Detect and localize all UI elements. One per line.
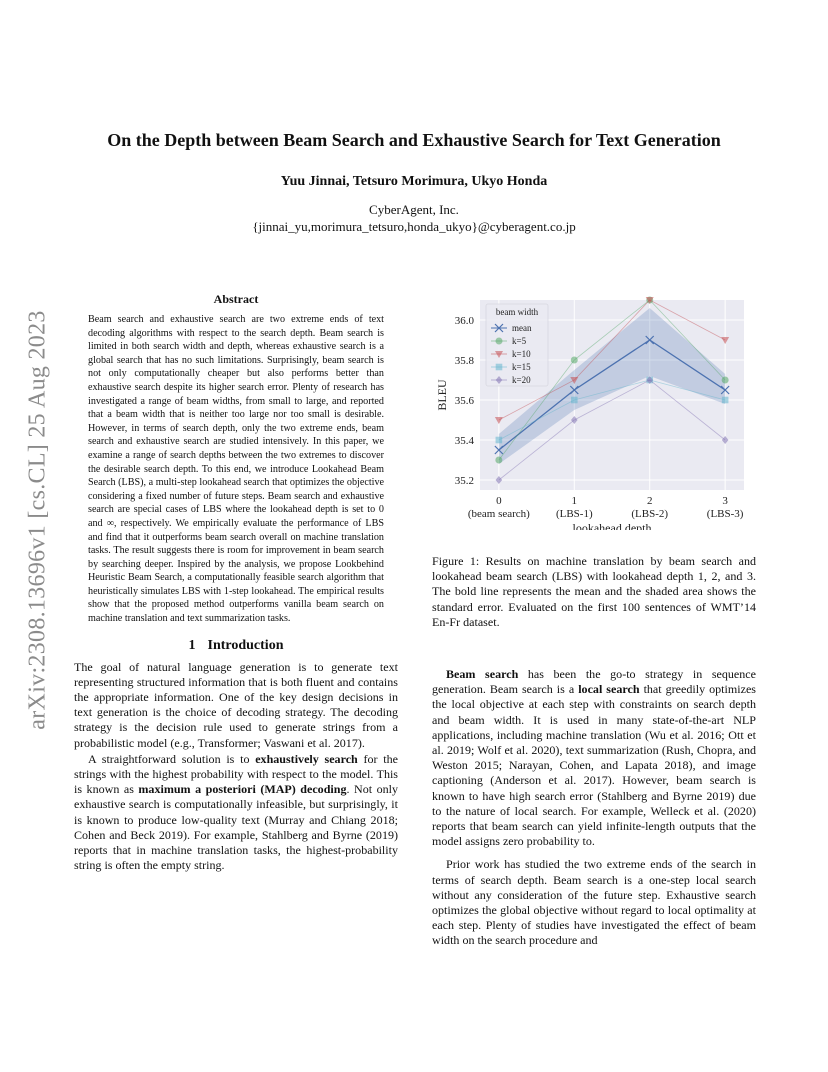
legend-label: k=15 (512, 362, 531, 372)
data-point-k15 (722, 397, 729, 404)
emphasis-map-decoding: maximum a posteriori (MAP) decoding (138, 782, 347, 797)
legend-marker (496, 338, 503, 345)
left-column (74, 292, 398, 874)
x-tick-label: (LBS-1) (555, 508, 593, 520)
data-point-k5 (495, 457, 502, 464)
arxiv-identifier (8, 280, 68, 760)
section-heading-introduction (74, 638, 398, 654)
author-email: {jinnai_yu,morimura_tetsuro,honda_ukyo}@cyberagent.co.jp (252, 219, 576, 234)
intro-paragraph-2 (74, 752, 398, 874)
paper-title: On the Depth between Beam Search and Exhaustive Search for Text Generation (107, 130, 721, 150)
text-run: . Not only exhaustive search is computationally infeasible, but surprisingly, it is known to produce low-quality text (Murray and Chiang 2018; Cohen and Beck 2019). For example, Stahlberg and Byrne (2019) reports that in machine translation tasks, the highest-probability string is often the empty string. (74, 782, 398, 873)
affiliation-block (60, 201, 768, 235)
bleu-line-chart (432, 290, 756, 530)
abstract-heading: Abstract (213, 292, 259, 306)
y-axis-label: BLEU (435, 379, 449, 411)
x-tick-label: (LBS-3) (706, 508, 744, 520)
legend-label: k=20 (512, 375, 531, 385)
section-number: 1 (188, 637, 196, 653)
legend-title: beam width (495, 307, 539, 317)
paper-authors: Yuu Jinnai, Tetsuro Morimura, Ukyo Honda (280, 174, 548, 189)
right-paragraph-1 (432, 667, 756, 849)
x-tick-label: 0 (496, 495, 502, 507)
right-column (432, 290, 756, 630)
legend-marker (496, 364, 503, 371)
arxiv-identifier-text: arXiv:2308.13696v1 [cs.CL] 25 Aug 2023 (24, 310, 51, 730)
data-point-k15 (496, 437, 503, 444)
legend-label: k=5 (512, 336, 527, 346)
y-tick-label: 35.4 (454, 435, 474, 447)
text-run: that greedily optimizes the local objective at each step with constraints on search depth and beam width. It is used in many state-of-the-art NLP applications, including machine translation (Wu et al. 2016; Ott et al. 2019; Wolf et al. 2020), text summarization (Rush, Chopra, and Weston 2015; Narayan, Cohen, and Lapata 2018), and image captioning (Anderson et al. 2017). However, beam search is known to have high search error (Stahlberg and Byrne 2019) due to the nature of local search. For example, Welleck et al. (2020) reports that beam search can yield infinite-length outputs that the model assigns zero probability to. (432, 682, 756, 849)
data-point-k5 (571, 357, 578, 364)
y-tick-label: 35.2 (454, 475, 474, 487)
data-point-k15 (571, 397, 578, 404)
x-tick-label: (beam search) (467, 508, 530, 520)
x-axis-label: lookahead depth (572, 521, 652, 530)
y-tick-label: 35.6 (454, 395, 474, 407)
section-title-text: Introduction (207, 637, 284, 653)
y-tick-label: 35.8 (454, 355, 474, 367)
text-run: A straightforward solution is to (88, 751, 256, 766)
x-tick-label: (LBS-2) (631, 508, 669, 520)
figure-1 (432, 290, 756, 530)
x-tick-label: 2 (646, 495, 653, 507)
right-column-body (432, 667, 756, 949)
x-tick-label: 3 (722, 495, 728, 507)
text-run: has been the go-to strategy in sequence generation. Beam search is a (432, 667, 756, 697)
data-point-k5 (722, 377, 729, 384)
abstract-text: Beam search and exhaustive search are two extreme ends of text decoding algorithms with respect to the search depth. Beam search is limited in both search width and depth, whereas exhaustive search is a global search that has no such limitations. Surprisingly, beam search is not only computationally cheaper but also performs better than exhaustive search despite its higher search error. Plenty of research has investigated a range of beam widths, from small to large, and reported that a beam width that is neither too large nor too small is desirable. However, in terms of search depth, only the two extreme ends, beam search and exhaustive search are studied intensively. In this paper, we examine a range of search depths between the two extremes to discover the desirable search depth. To this end, we introduce Lookahead Beam Search (LBS), a multi-step lookahead search that optimizes the objective considering a fixed number of future steps. Beam search and exhaustive search are special cases of LBS where the lookahead depth is set to 0 and ∞, respectively. We empirically evaluate the performance of LBS and find that it outperforms beam search overall on machine translation tasks. The result suggests there is room for improvement in beam search by searching deeper. Inspired by the analysis, we propose Lookbehind Heuristic Beam Search, a computationally feasible search algorithm that heuristically simulates LBS with 1-step lookahead. The empirical results show that the proposed method outperforms vanilla beam search on machine translation and text summarization tasks. (88, 314, 384, 625)
text-run: for the strings with the highest probability with respect to the model. This is known as (74, 751, 398, 797)
legend-label: mean (512, 323, 532, 333)
emphasis-beam-search: Beam search (446, 667, 519, 681)
y-tick-label: 36.0 (454, 315, 474, 327)
emphasis-local-search: local search (578, 682, 640, 697)
emphasis-exhaustive-search: exhaustively search (255, 751, 358, 766)
figure-caption: Figure 1: Results on machine translation by beam search and lookahead beam search (LBS) with lookahead depth 1, 2, and 3. The bold line represents the mean and the shaded area shows the standard error. Evaluated on the first 100 sentences of WMT’14 En-Fr dataset. (432, 554, 756, 629)
right-paragraph-2: Prior work has studied the two extreme ends of the search in terms of search depth. Beam search is a one-step local search without any consideration of the future step. Exhaustive search optimizes the global objective without regard to local optimality at each step. Plenty of studies have investigated the effect of beam width on the search procedure and (432, 857, 756, 948)
legend-label: k=10 (512, 349, 531, 359)
intro-paragraph-1: The goal of natural language generation is to generate text representing structured information that is both fluent and contains the appropriate information. One of the key design decisions in text generation is the choice of decoding strategy. The decoding strategy is the decision rule used to generate strings from a probabilistic model (e.g., Transformer; Vaswani et al. 2017). (74, 659, 398, 750)
affiliation: CyberAgent, Inc. (369, 202, 459, 217)
x-tick-label: 1 (571, 495, 578, 507)
